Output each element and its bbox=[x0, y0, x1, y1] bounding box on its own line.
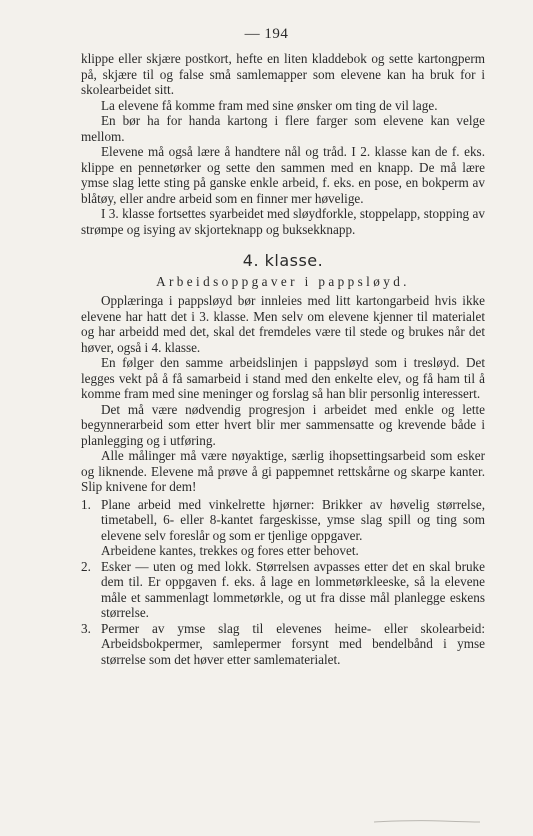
list-item-text: Permer av ymse slag til elevenes heime- eller skolearbeid: Arbeidsbokpermer, samlepermer forsynt med bendelbånd i ymse størrelse som det høver etter samlematerialet. bbox=[101, 620, 485, 667]
paragraph: La elevene få komme fram med sine ønsker om ting de vil lage. bbox=[101, 97, 438, 113]
page-content bbox=[81, 51, 485, 667]
paragraph: I 3. klasse fortsettes syarbeidet med sløydforkle, stoppelapp, stopping av strømpe og isying av skjorteknapp og buksekknapp. bbox=[81, 206, 485, 237]
list-item bbox=[81, 497, 485, 544]
list-item bbox=[81, 559, 485, 621]
numbered-list bbox=[81, 497, 485, 668]
list-number: 1. bbox=[81, 496, 91, 512]
list-item-note bbox=[81, 543, 485, 559]
paragraph: En følger den samme arbeidslinjen i pappsløyd som i tresløyd. Det legges vekt på å få samarbeid i stand med den enkelte elev, og få ham til å komme fram med sine meninger og forslag så han blir personlig interessert. bbox=[81, 355, 485, 401]
paragraph: En bør ha for handa kartong i flere farger som elevene kan velge mellom. bbox=[81, 113, 485, 144]
list-number: 3. bbox=[81, 620, 91, 636]
list-item-text: Esker — uten og med lokk. Størrelsen avpasses etter det en skal bruke dem til. Er oppgaven f. eks. å lage en lommetørkleeske, så la elevene måle et sammenlagt lommetørkle, og ut fra disse mål planlegge eskens størrelse. bbox=[101, 558, 485, 620]
paragraph: klippe eller skjære postkort, hefte en liten kladdebok og sette kartongperm på, skjære til og false små samlemapper som elevene kan ha bruk for i skolearbeidet sitt. bbox=[81, 51, 485, 97]
pencil-mark bbox=[372, 818, 482, 832]
paragraph: Alle målinger må være nøyaktige, særlig ihopsettingsarbeid som esker og liknende. Elevene må prøve å gi pappemnet rettskårne og skarpe kanter. Slip knivene for dem! bbox=[81, 448, 485, 494]
paragraph: Det må være nødvendig progresjon i arbeidet med enkle og lette begynnerarbeid som etter hvert blir mer sammensatte og krevende både i planlegging og i utføring. bbox=[81, 401, 485, 448]
list-item-text: Arbeidene kantes, trekkes og fores etter behovet. bbox=[101, 543, 359, 558]
list-item-text: Plane arbeid med vinkelrette hjørner: Brikker av høvelig størrelse, timetabell, 6- eller 8-kantet fargeskisse, ymse slag spill og ting som elevene selv foreslår og som er tjenlige oppgaver. bbox=[101, 496, 485, 543]
section-subheading: Arbeidsoppgaver i pappsløyd. bbox=[156, 273, 410, 289]
paragraph: Elevene må også lære å handtere nål og tråd. I 2. klasse kan de f. eks. klippe en pennetørker og sette den sammen med en knapp. De må lære ymse slag lette sting på ganske enkle arbeid, f. eks. en pose, en bokperm av blåtøy, eller andre arbeid som en finner mer høvelige. bbox=[81, 144, 485, 206]
list-number: 2. bbox=[81, 558, 91, 574]
chapter-heading: 4. klasse. bbox=[242, 251, 324, 270]
list-item bbox=[81, 621, 485, 668]
paragraph: Opplæringa i pappsløyd bør innleies med litt kartongarbeid hvis ikke elevene har hatt det i 3. klasse. Men selv om elevene kjenner til materialet og har arbeidd med det, skal det fremdeles være til stede og brukes når det høver, også i 4. klasse. bbox=[81, 293, 485, 355]
page-number: — 194 bbox=[244, 26, 289, 42]
